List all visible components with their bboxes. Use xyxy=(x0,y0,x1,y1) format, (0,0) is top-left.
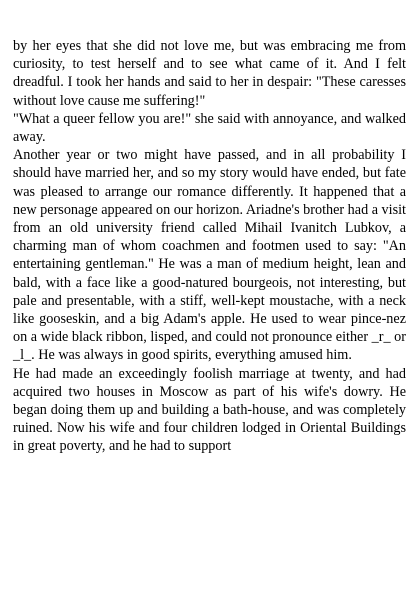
paragraph: He had made an exceedingly foolish marriage at twenty, and had acquired two houses in Moscow as part of his wife's dowry. He began doing them up and building a bath-house, and was completely ruined. Now his wife and four children lodged in Oriental Buildings in great poverty, and he had to support xyxy=(13,365,406,455)
paragraph: Another year or two might have passed, and in all probability I should have married her, and so my story would have ended, but fate was pleased to arrange our romance differently. It happened that a new personage appeared on our horizon. Ariadne's brother had a visit from an old university friend called Mihail Ivanitch Lubkov, a charming man of whom coachmen and footmen used to say: "An entertaining gentleman." He was a man of medium height, lean and bald, with a face like a good-natured bourgeois, not interesting, but pale and presentable, with a stiff, well-kept moustache, with a neck like gooseskin, and a big Adam's apple. He used to wear pince-nez on a wide black ribbon, lisped, and could not pronounce either _r_ or _l_. He was always in good spirits, everything amused him. xyxy=(13,147,406,364)
paragraph: "What a queer fellow you are!" she said with annoyance, and walked away. xyxy=(13,110,406,146)
paragraph: by her eyes that she did not love me, but was embracing me from curiosity, to test herself and to see what came of it. And I felt dreadful. I took her hands and said to her in despair: "These caresses without love cause me suffering!" xyxy=(13,38,406,109)
body-text xyxy=(13,37,406,456)
